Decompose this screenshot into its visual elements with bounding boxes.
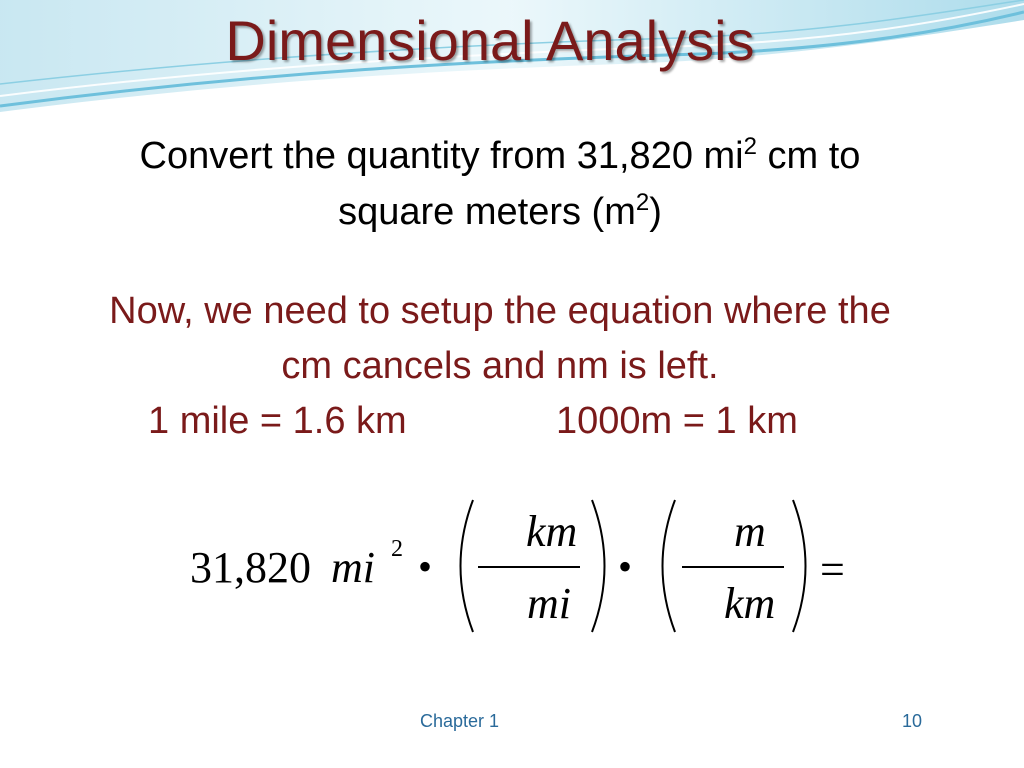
conversion-mile-km: 1 mile = 1.6 km bbox=[148, 400, 407, 442]
factor1-denominator: mi bbox=[527, 579, 571, 628]
instruction-exponent: 2 bbox=[743, 133, 757, 160]
instruction-line2-text: square meters (m bbox=[338, 191, 636, 233]
equation-unit: mi bbox=[331, 543, 375, 592]
equals-sign: = bbox=[820, 545, 845, 594]
explanation-line-1: Now, we need to setup the equation where the bbox=[109, 290, 891, 332]
multiply-dot-2: • bbox=[618, 544, 633, 589]
factor2-left-paren bbox=[663, 500, 676, 632]
footer-page-number: 10 bbox=[902, 711, 923, 731]
factor2-right-paren bbox=[793, 500, 806, 632]
explanation-line-2: cm cancels and nm is left. bbox=[281, 345, 719, 387]
equation-value: 31,820 bbox=[190, 543, 311, 592]
conversion-m-km: 1000m = 1 km bbox=[556, 400, 798, 442]
slide-title: Dimensional Analysis bbox=[225, 9, 755, 72]
multiply-dot-1: • bbox=[418, 544, 433, 589]
factor2-denominator: km bbox=[724, 579, 776, 628]
instruction-text-end: cm to bbox=[756, 135, 861, 177]
factor2-numerator: m bbox=[734, 507, 766, 556]
factor1-right-paren bbox=[592, 500, 605, 632]
instruction-text: Convert the quantity from 31,820 mi bbox=[139, 135, 744, 177]
equation-exponent: 2 bbox=[391, 536, 403, 562]
instruction-line2-text-end: ) bbox=[649, 191, 662, 233]
footer-chapter: Chapter 1 bbox=[420, 711, 500, 731]
factor1-left-paren bbox=[461, 500, 474, 632]
instruction-line2-exponent: 2 bbox=[635, 189, 650, 216]
factor1-numerator: km bbox=[526, 507, 578, 556]
